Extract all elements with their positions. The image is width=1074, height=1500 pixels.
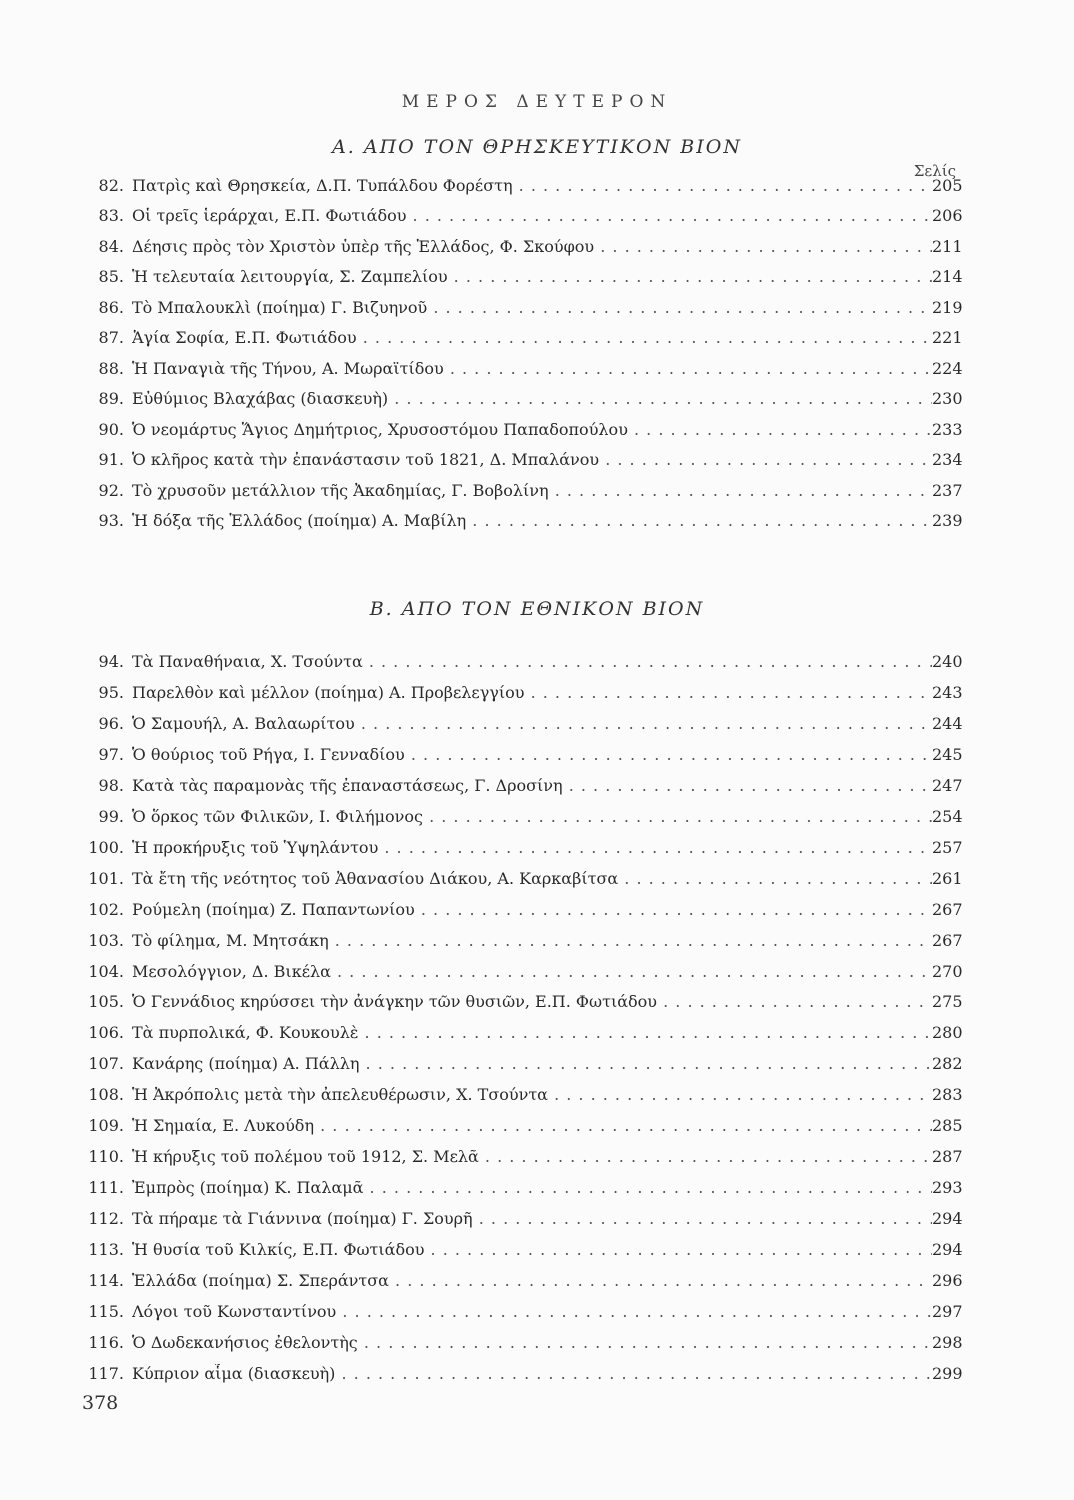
toc-entry <box>0 328 1074 348</box>
entry-title: Ἡ θυσία τοῦ Κιλκίς, Ε.Π. Φωτιάδου . . . <box>132 1240 932 1260</box>
entry-title: Ἡ προκήρυξις τοῦ Ὑψηλάντου . . . <box>132 838 932 858</box>
entry-title: Ἡ κήρυξις τοῦ πολέμου τοῦ 1912, Σ. Μελᾶ . . . <box>132 1147 932 1167</box>
entry-title: Κύπριον αἷμα (διασκευὴ) . . . <box>132 1364 932 1384</box>
entry-page: 219 <box>932 297 963 317</box>
entry-page: 234 <box>932 450 963 470</box>
entry-page: 211 <box>932 236 963 256</box>
entry-number: 117. <box>88 1363 124 1383</box>
entry-number: 90. <box>98 419 124 439</box>
toc-entry <box>0 931 1074 951</box>
toc-entry <box>0 1085 1074 1105</box>
entry-number: 85. <box>98 267 124 287</box>
entry-title: Τὸ χρυσοῦν μετάλλιον τῆς Ἀκαδημίας, Γ. Βοβολίνη . . . <box>132 481 932 501</box>
entry-title: Εὐθύμιος Βλαχάβας (διασκευὴ) . . . <box>132 389 932 409</box>
entry-title: Κατὰ τὰς παραμονὰς τῆς ἐπαναστάσεως, Γ. Δροσίνη . . . <box>132 776 932 796</box>
entry-title: Παρελθὸν καὶ μέλλον (ποίημα) Α. Προβελεγγίου . . . <box>132 683 932 703</box>
entry-number: 89. <box>98 389 124 409</box>
toc-entry <box>0 176 1074 196</box>
part-title: ΜΕΡΟΣ ΔΕΥΤΕΡΟΝ <box>401 92 673 112</box>
entry-title: Ὁ ὅρκος τῶν Φιλικῶν, Ι. Φιλήμονος . . . <box>132 807 932 827</box>
entry-page: 275 <box>932 992 963 1012</box>
entry-title: Τὰ πήραμε τὰ Γιάννινα (ποίημα) Γ. Σουρῆ . . . <box>132 1209 932 1229</box>
entry-number: 83. <box>98 206 124 226</box>
entry-page: 230 <box>932 389 963 409</box>
entry-number: 84. <box>98 236 124 256</box>
entry-title: Ἐμπρὸς (ποίημα) Κ. Παλαμᾶ . . . <box>132 1178 932 1198</box>
entry-title: Κανάρης (ποίημα) Α. Πάλλη . . . <box>132 1054 932 1074</box>
toc-entry <box>0 1178 1074 1198</box>
entry-page: 270 <box>932 961 963 981</box>
page-number: 378 <box>82 1392 119 1414</box>
entry-number: 113. <box>88 1240 124 1260</box>
entry-title: Τὰ ἔτη τῆς νεότητος τοῦ Ἀθανασίου Διάκου, Α. Καρκαβίτσα . . . <box>132 869 932 889</box>
entry-page: 233 <box>932 419 963 439</box>
entry-number: 93. <box>98 510 124 530</box>
toc-entry <box>0 807 1074 827</box>
entry-number: 114. <box>88 1271 124 1290</box>
entry-page: 237 <box>932 480 963 500</box>
toc-entry <box>0 714 1074 734</box>
entry-number: 95. <box>98 682 124 702</box>
toc-entry <box>0 1054 1074 1074</box>
entry-title: Οἱ τρεῖς ἱεράρχαι, Ε.Π. Φωτιάδου . . . <box>132 206 932 226</box>
toc-entry <box>0 1116 1074 1136</box>
entry-title: Λόγοι τοῦ Κωνσταντίνου . . . <box>132 1302 932 1322</box>
toc-entry <box>0 962 1074 982</box>
toc-entry <box>0 267 1074 287</box>
toc-entry <box>0 389 1074 409</box>
entry-page: 267 <box>932 899 963 919</box>
entry-number: 115. <box>88 1301 124 1321</box>
toc-entry <box>0 1240 1074 1260</box>
entry-title: Ἡ Παναγιὰ τῆς Τήνου, Α. Μωραϊτίδου . . . <box>132 359 932 379</box>
toc-entry <box>0 869 1074 889</box>
section-a-title: Α. ΑΠΟ ΤΟΝ ΘΡΗΣΚΕΥΤΙΚΟΝ ΒΙΟΝ <box>332 136 742 158</box>
entry-title: Ἑλλάδα (ποίημα) Σ. Σπεράντσα . . . <box>132 1271 932 1291</box>
toc-entry <box>0 900 1074 920</box>
entry-number: 99. <box>98 806 124 826</box>
entry-number: 98. <box>98 775 124 795</box>
entry-title: Τὸ φίλημα, Μ. Μητσάκη . . . <box>132 931 932 951</box>
toc-entry <box>0 359 1074 379</box>
entry-title: Πατρὶς καὶ Θρησκεία, Δ.Π. Τυπάλδου Φορέστη . . . <box>132 176 932 196</box>
entry-number: 86. <box>98 297 124 317</box>
entry-number: 88. <box>98 358 124 378</box>
entry-number: 110. <box>88 1147 124 1167</box>
entry-number: 111. <box>88 1178 124 1198</box>
toc-entry <box>0 1209 1074 1229</box>
entry-page: 244 <box>932 713 963 733</box>
toc-entry <box>0 1147 1074 1167</box>
entry-number: 102. <box>88 899 124 919</box>
entry-page: 285 <box>932 1116 963 1136</box>
entry-title: Ἡ δόξα τῆς Ἑλλάδος (ποίημα) Α. Μαβίλη . . . <box>132 511 932 531</box>
toc-entry <box>0 652 1074 672</box>
entry-page: 221 <box>932 328 963 348</box>
entry-page: 267 <box>932 930 963 950</box>
entry-page: 240 <box>932 652 963 671</box>
entry-page: 294 <box>932 1209 963 1229</box>
entry-title: Ἁγία Σοφία, Ε.Π. Φωτιάδου . . . <box>132 328 932 348</box>
toc-entry <box>0 745 1074 765</box>
entry-number: 112. <box>88 1209 124 1229</box>
entry-number: 96. <box>98 713 124 733</box>
entry-page: 261 <box>932 868 963 888</box>
entry-page: 206 <box>932 206 963 226</box>
entry-number: 108. <box>88 1085 124 1105</box>
entry-number: 97. <box>98 744 124 764</box>
entry-page: 254 <box>932 806 963 826</box>
entry-page: 298 <box>932 1332 963 1352</box>
entry-number: 87. <box>98 328 124 348</box>
entry-title: Ρούμελη (ποίημα) Ζ. Παπαντωνίου . . . <box>132 900 932 920</box>
entry-number: 116. <box>88 1332 124 1352</box>
entry-number: 92. <box>98 480 124 500</box>
entry-title: Ὁ Σαμουήλ, Α. Βαλαωρίτου . . . <box>132 714 932 734</box>
entry-page: 205 <box>932 176 963 195</box>
entry-number: 100. <box>88 837 124 857</box>
entry-page: 214 <box>932 267 963 287</box>
entry-title: Ὁ Δωδεκανήσιος ἐθελοντὴς . . . <box>132 1333 932 1353</box>
toc-entry <box>0 511 1074 531</box>
toc-entry <box>0 206 1074 226</box>
entry-number: 82. <box>98 176 124 195</box>
toc-entry <box>0 992 1074 1012</box>
toc-entry <box>0 237 1074 257</box>
entry-page: 280 <box>932 1023 963 1043</box>
entry-title: Ἡ Σημαία, Ε. Λυκούδη . . . <box>132 1116 932 1136</box>
entry-page: 239 <box>932 510 963 530</box>
entry-number: 107. <box>88 1054 124 1074</box>
toc-entry <box>0 1333 1074 1353</box>
toc-entry <box>0 683 1074 703</box>
toc-entry <box>0 1023 1074 1043</box>
entry-number: 103. <box>88 930 124 950</box>
toc-entry <box>0 838 1074 858</box>
entry-title: Μεσολόγγιον, Δ. Βικέλα . . . <box>132 962 932 982</box>
entry-page: 247 <box>932 775 963 795</box>
entry-title: Δέησις πρὸς τὸν Χριστὸν ὑπὲρ τῆς Ἑλλάδος, Φ. Σκούφου . . . <box>132 237 932 257</box>
entry-page: 283 <box>932 1085 963 1105</box>
toc-entry <box>0 481 1074 501</box>
entry-page: 296 <box>932 1271 963 1290</box>
entry-title: Ὁ θούριος τοῦ Ρήγα, Ι. Γενναδίου . . . <box>132 745 932 765</box>
entry-number: 94. <box>98 652 124 671</box>
entry-title: Τὰ πυρπολικά, Φ. Κουκουλὲ . . . <box>132 1023 932 1043</box>
entry-title: Ὁ κλῆρος κατὰ τὴν ἐπανάστασιν τοῦ 1821, Δ. Μπαλάνου . . . <box>132 450 932 470</box>
toc-entry <box>0 1364 1074 1384</box>
entry-page: 287 <box>932 1147 963 1167</box>
entry-page: 294 <box>932 1240 963 1260</box>
section-b-title: Β. ΑΠΟ ΤΟΝ ΕΘΝΙΚΟΝ ΒΙΟΝ <box>369 598 705 620</box>
entry-title: Ἡ Ἀκρόπολις μετὰ τὴν ἀπελευθέρωσιν, Χ. Τσούντα . . . <box>132 1085 932 1105</box>
entry-page: 293 <box>932 1178 963 1198</box>
entry-number: 91. <box>98 450 124 470</box>
entry-page: 297 <box>932 1301 963 1321</box>
entry-page: 299 <box>932 1363 963 1383</box>
toc-entry <box>0 1271 1074 1291</box>
entry-title: Ὁ νεομάρτυς Ἅγιος Δημήτριος, Χρυσοστόμου Παπαδοπούλου . . . <box>132 420 932 440</box>
page-column-label: Σελίς <box>913 162 956 180</box>
entry-number: 101. <box>88 868 124 888</box>
toc-entry <box>0 776 1074 796</box>
toc-entry <box>0 298 1074 318</box>
entry-page: 282 <box>932 1054 963 1074</box>
entry-title: Τὰ Παναθήναια, Χ. Τσούντα . . . <box>132 652 932 672</box>
entry-number: 105. <box>88 992 124 1012</box>
entry-page: 224 <box>932 358 963 378</box>
entry-number: 109. <box>88 1116 124 1136</box>
entry-title: Ἡ τελευταία λειτουργία, Σ. Ζαμπελίου . . . <box>132 267 932 287</box>
entry-page: 245 <box>932 744 963 764</box>
toc-entry <box>0 420 1074 440</box>
toc-entry <box>0 450 1074 470</box>
entry-number: 104. <box>88 961 124 981</box>
entry-page: 243 <box>932 682 963 702</box>
entry-number: 106. <box>88 1023 124 1043</box>
entry-title: Ὁ Γεννάδιος κηρύσσει τὴν ἀνάγκην τῶν θυσιῶν, Ε.Π. Φωτιάδου . . . <box>132 992 932 1012</box>
entry-title: Τὸ Μπαλουκλὶ (ποίημα) Γ. Βιζυηνοῦ . . . <box>132 298 932 318</box>
entry-page: 257 <box>932 837 963 857</box>
toc-entry <box>0 1302 1074 1322</box>
